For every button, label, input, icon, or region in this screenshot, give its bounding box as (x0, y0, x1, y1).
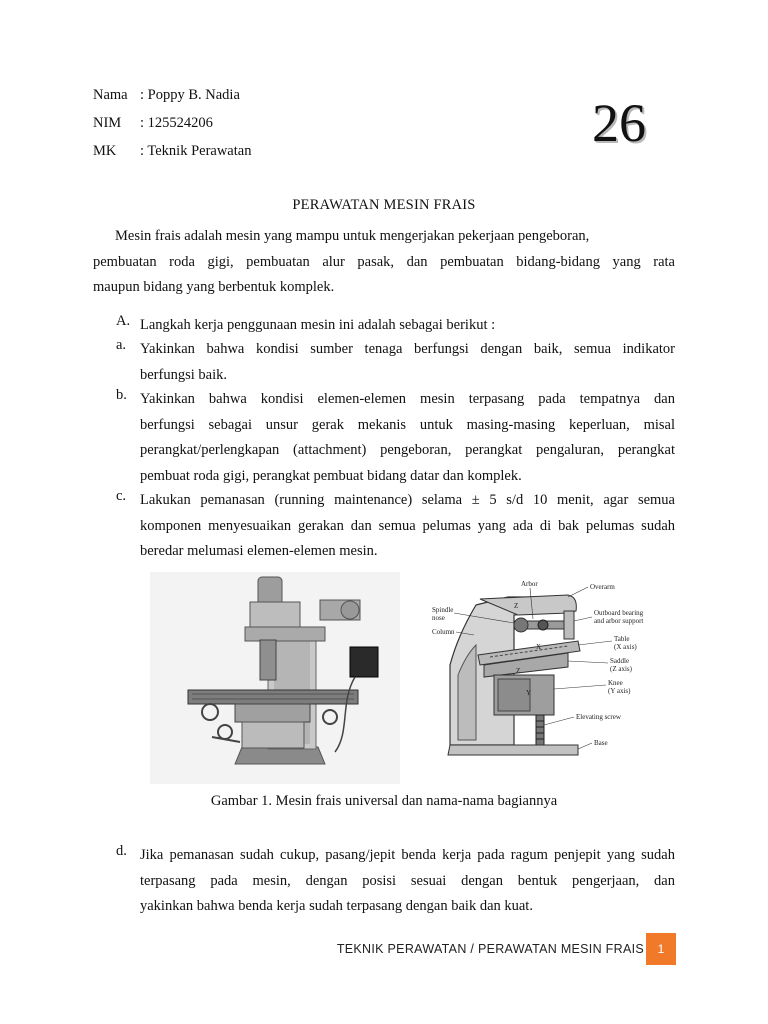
label-saddle: Saddle (610, 657, 630, 665)
label-table: Table (614, 635, 630, 643)
axis-x: X (536, 643, 542, 651)
list-letter: b. (116, 387, 127, 403)
list-letter: a. (116, 337, 127, 353)
label-knee-axis: (Y axis) (608, 687, 631, 695)
label-table-axis: (X axis) (614, 643, 637, 651)
intro-line: pembuatan roda gigi, pembuatan alur pasak, dan pembuatan bidang-bidang yang rata (93, 253, 675, 270)
intro-line: maupun bidang yang berbentuk komplek. (93, 279, 335, 295)
figure-caption: Gambar 1. Mesin frais universal dan nama-nama bagiannya (210, 793, 558, 809)
page-number-badge (646, 933, 676, 965)
milling-machine-illustration (150, 572, 400, 784)
list-item-line: berfungsi baik. (140, 366, 227, 383)
label-spindle: Spindle (432, 606, 454, 614)
label-arbor: Arbor (521, 580, 538, 588)
nama-label: Nama (93, 87, 128, 103)
axis-z-top: Z (514, 602, 519, 610)
label-nose: nose (432, 614, 445, 622)
section-letter: A. (116, 313, 131, 329)
list-item-line: Yakinkan bahwa kondisi elemen-elemen mesin terpasang pada tempatnya dan (140, 391, 675, 407)
list-item-line: perangkat/perlengkapan (attachment) pengeboran, perangkat pengaluran, perangkat (140, 442, 675, 458)
label-base: Base (594, 739, 608, 747)
list-item-line: beredar melumasi elemen-elemen mesin. (140, 543, 378, 559)
axis-z: Z (516, 667, 521, 675)
milling-machine-diagram (418, 575, 680, 760)
list-item-line: Yakinkan bahwa kondisi sumber tenaga berfungsi dengan baik, semua indikator (140, 341, 675, 357)
list-letter: d. (116, 843, 127, 859)
list-item-line: berfungsi sebagai unsur gerak mekanis untuk masing-masing keperluan, misal (140, 416, 675, 433)
list-item-line: komponen menyesuaikan gerakan dan semua pelumas yang ada di bak pelumas sudah (140, 517, 675, 534)
label-elevating-screw: Elevating screw (576, 713, 621, 721)
nim-value: : 125524206 (140, 115, 213, 131)
nama-value: : Poppy B. Nadia (140, 87, 240, 103)
section-heading: Langkah kerja penggunaan mesin ini adalah sebagai berikut : (140, 317, 496, 333)
document-number: 26 (592, 93, 646, 153)
list-item (140, 843, 675, 920)
list-item (140, 488, 675, 565)
list-item-line: yakinkan bahwa benda kerja sudah terpasang dengan baik dan kuat. (140, 898, 533, 914)
label-saddle-axis: (Z axis) (610, 665, 632, 673)
list-item (140, 387, 675, 489)
list-item-line: Jika pemanasan sudah cukup, pasang/jepit benda kerja pada ragum penjepit yang sudah (140, 847, 675, 863)
label-outboard: Outboard bearing (594, 609, 644, 617)
mk-value: : Teknik Perawatan (140, 143, 252, 159)
intro-paragraph (93, 224, 675, 301)
label-knee: Knee (608, 679, 623, 687)
milling-machine-photo (150, 572, 400, 784)
label-overarm: Overarm (590, 583, 615, 591)
nim-label: NIM (93, 115, 122, 131)
page-title: PERAWATAN MESIN FRAIS (292, 197, 476, 213)
label-outboard-2: and arbor support (594, 617, 644, 625)
list-item-line: terpasang pada mesin, dengan posisi sesuai dengan bentuk pengerjaan, dan (140, 872, 675, 889)
parts-diagram (418, 575, 680, 760)
footer-title: TEKNIK PERAWATAN / PERAWATAN MESIN FRAIS (336, 942, 644, 956)
list-item-line: Lakukan pemanasan (running maintenance) selama ± 5 s/d 10 menit, agar semua (140, 492, 675, 508)
axis-y: Y (526, 689, 532, 697)
page-number: 1 (657, 942, 665, 956)
list-item-line: pembuat roda gigi, perangkat pembuat bidang datar dan komplek. (140, 467, 522, 484)
list-item (140, 337, 675, 388)
label-column: Column (432, 628, 455, 636)
list-letter: c. (116, 488, 127, 504)
mk-label: MK (93, 143, 117, 159)
intro-line: Mesin frais adalah mesin yang mampu untuk mengerjakan pekerjaan pengeboran, (115, 228, 590, 244)
